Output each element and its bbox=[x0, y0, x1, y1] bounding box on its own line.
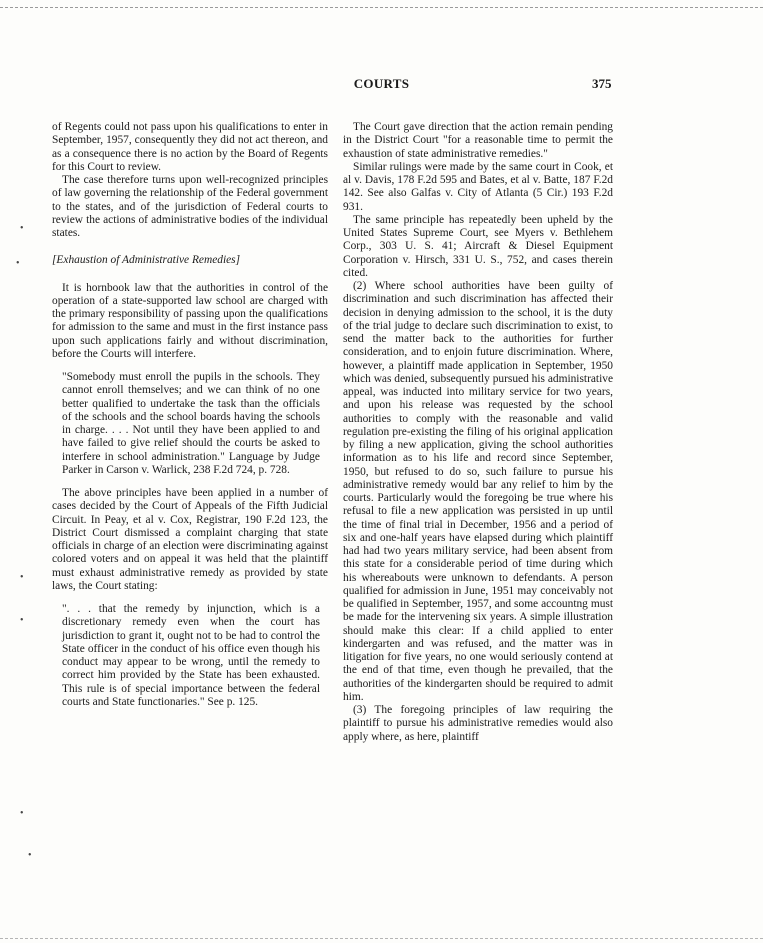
running-header-title: COURTS bbox=[353, 76, 410, 91]
margin-speck: • bbox=[20, 808, 24, 819]
left-paragraph-3: It is hornbook law that the authorities in control of the operation of a state-supported law school are charged with the primary responsibility of passing upon the qualifications for admission to the same and must in the first instance pass upon such applications fairly and without discrimination, before the Courts will interfere. bbox=[52, 281, 328, 360]
bottom-page-edge bbox=[0, 938, 763, 939]
margin-speck: • bbox=[28, 850, 32, 861]
left-paragraph-1: of Regents could not pass upon his qualifications to enter in September, 1957, consequently they did not act thereon, and as a consequence there is no action by the Board of Regents for this Court to review. bbox=[52, 121, 328, 173]
left-paragraph-2: The case therefore turns upon well-recognized principles of law governing the relationship of the Federal government to the states, and of the jurisdiction of Federal courts to review the actions of administrative bodies of the individual states. bbox=[52, 174, 328, 239]
block-quote-2: ". . . that the remedy by injunction, which is a discretionary remedy even when the court has jurisdiction to grant it, ought not to be had to control the State officer in the conduct of his office even though his conduct may appear to be wrong, until the remedy to correct him provided by the State has been exhausted. This rule is of special importance between the federal courts and State functionaries." See p. 125. bbox=[62, 603, 320, 708]
right-paragraph-1: The Court gave direction that the action remain pending in the District Court "for a reasonable time to permit the exhaustion of state administrative remedies." bbox=[343, 121, 613, 160]
block-quote-1: "Somebody must enroll the pupils in the schools. They cannot enroll themselves; and we can think of no one better qualified to undertake the task than the officials of the schools and the school boards having the schools in charge. . . . Not until they have been applied to and have failed to give relief should the courts be asked to interfere in school administration." Language by Judge Parker in Carson v. Warlick, 238 F.2d 724, p. 728. bbox=[62, 371, 320, 476]
right-column bbox=[343, 121, 613, 744]
margin-speck: • bbox=[20, 223, 24, 234]
margin-speck: • bbox=[20, 572, 24, 583]
margin-speck: • bbox=[16, 258, 20, 269]
left-column bbox=[52, 121, 328, 709]
right-paragraph-3: The same principle has repeatedly been upheld by the United States Supreme Court, see Myers v. Bethlehem Corp., 303 U. S. 41; Aircraft & Diesel Equipment Corporation v. Hirsch, 331 U. S., 752, and cases therein cited. bbox=[343, 213, 613, 279]
right-paragraph-2: Similar rulings were made by the same court in Cook, et al v. Davis, 178 F.2d 595 and Bates, et al v. Batte, 187 F.2d 142. See also Galfas v. City of Atlanta (5 Cir.) 193 F.2d 931. bbox=[343, 160, 613, 213]
margin-speck: • bbox=[20, 615, 24, 626]
right-paragraph-4: (2) Where school authorities have been guilty of discrimination and such discrimination has affected their decision in denying admission to the school, it is the duty of the trial judge to declare such discrimination to exist, to send the matter back to the authorities for further consideration, and to enjoin future discrimination. Where, however, a plaintiff made application in September, 1950 which was denied, subsequently pursued his administrative appeal, was inducted into military service for two years, and upon his release was requested by the school authorities to comply with the reasonable and valid regulation pre-existing the filing of his original application by filing a new application, giving the school authorities information as to his life and record since September, 1950, but refused to do so, such failure to pursue his administrative remedy would bar any relief to him by the courts. Particularly would the foregoing be true where his refusal to file a new application was persisted in up until the time of final trial in December, 1956 and a period of six and one-half years have elapsed during which plaintiff had had two years military service, had been absent from this state for a considerable period of time during which his whereabouts were unknown to defendants. A person qualified for admission in June, 1951 may conceivably not be qualified in September, 1957, and some accountng must be made for the intervening six years. A simple illustration should make this clear: If a child applied to enter kindergarten and was refused, and the matter was in litigation for five years, no one would seriously contend at the end of that time, even though he prevailed, that the authorities of the kindergarten should be required to admit him. bbox=[343, 280, 613, 703]
top-page-edge bbox=[0, 7, 763, 8]
right-paragraph-5: (3) The foregoing principles of law requiring the plaintiff to pursue his administrative remedies would also apply where, as here, plaintiff bbox=[343, 704, 613, 743]
page-number: 375 bbox=[592, 76, 612, 91]
left-paragraph-4: The above principles have been applied in a number of cases decided by the Court of Appeals of the Fifth Judicial Circuit. In Peay, et al v. Cox, Registrar, 190 F.2d 123, the District Court dismissed a complaint charging that state officials in charge of an election were discriminating against colored voters and on appeal it was held that the plaintiff must exhaust administrative remedy as provided by state laws, the Court stating: bbox=[52, 487, 328, 592]
section-heading: [Exhaustion of Administrative Remedies] bbox=[52, 254, 241, 267]
